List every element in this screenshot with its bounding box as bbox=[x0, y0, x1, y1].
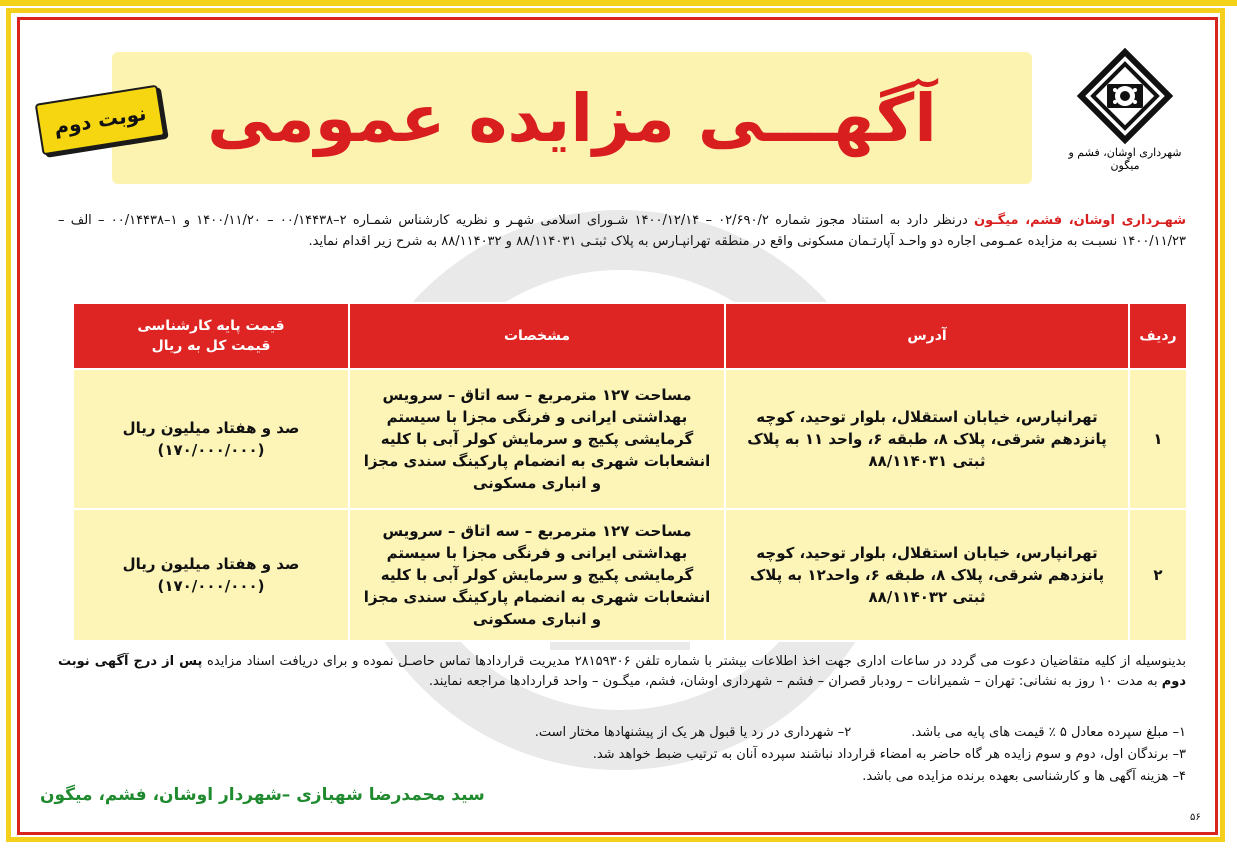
row-specs: مساحت ۱۲۷ مترمربع – سه اتاق – سرویس بهداشتی ایرانی و فرنگی مجزا با سیستم گرمایشی پکیج و سرمایش کولر آبی با کلیه انشعابات شهری به انضمام پارکینگ سندی مجزا و انباری مسکونی bbox=[349, 369, 725, 509]
row-address: تهرانپارس، خیابان استقلال، بلوار توحید، کوچه پانزدهم شرقی، پلاک ۸، طبقه ۶، واحد۱۲ به پلاک ثبتی ۸۸/۱۱۴۰۳۲ bbox=[725, 509, 1129, 641]
row-price bbox=[73, 509, 349, 641]
row-specs: مساحت ۱۲۷ مترمربع – سه اتاق – سرویس بهداشتی ایرانی و فرنگی مجزا با سیستم گرمایشی پکیج و سرمایش کولر آبی با کلیه انشعابات شهری به انضمام پارکینگ سندی مجزا و انباری مسکونی bbox=[349, 509, 725, 641]
table-row bbox=[73, 509, 1187, 641]
header-price-line1: قیمت پایه کارشناسی bbox=[137, 318, 285, 334]
invite-text-1: بدینوسیله از کلیه متقاضیان دعوت می گردد در ساعات اداری جهت اخذ اطلاعات بیشتر با شماره تلفن ۲۸۱۵۹۳۰۶ مدیریت قراردادها تماس حاصـل نموده و برای دریافت اسناد مزایده bbox=[202, 654, 1186, 669]
auction-table bbox=[72, 302, 1188, 642]
municipality-logo bbox=[1055, 48, 1195, 178]
header-specs: مشخصات bbox=[349, 303, 725, 369]
price-number: (۱۷۰/۰۰۰/۰۰۰) bbox=[157, 577, 265, 595]
second-round-badge: نوبت دوم bbox=[35, 85, 166, 156]
notes-line-2 bbox=[300, 744, 1186, 766]
notes-line-1 bbox=[300, 722, 1186, 744]
title-banner bbox=[112, 52, 1032, 184]
table-row bbox=[73, 369, 1187, 509]
row-price bbox=[73, 369, 349, 509]
header-address: آدرس bbox=[725, 303, 1129, 369]
page-number: ۵۶ bbox=[1190, 812, 1201, 823]
note-4: ۴– هزینه آگهی ها و کارشناسی بعهده برنده مزایده می باشد. bbox=[862, 769, 1186, 784]
organization-name: شهـرداری اوشان، فشم، میگـون bbox=[973, 213, 1187, 228]
invitation-paragraph bbox=[58, 652, 1186, 692]
note-1: ۱– مبلغ سپرده معادل ۵ ٪ قیمت های پایه می باشد. bbox=[911, 725, 1186, 740]
header-price-line2: قیمت کل به ریال bbox=[151, 338, 271, 354]
mayor-signature: سید محمدرضا شهبازی –شهردار اوشان، فشم، میگون bbox=[40, 785, 485, 805]
page-title: آگهـــی مزایده عمومی bbox=[207, 79, 937, 157]
top-color-stripe bbox=[0, 0, 1237, 6]
conditions-list bbox=[300, 722, 1186, 788]
header-price bbox=[73, 303, 349, 369]
row-number: ۱ bbox=[1129, 369, 1187, 509]
intro-paragraph bbox=[58, 210, 1186, 252]
invite-bold: پس از درج آگهی نوبت دوم bbox=[58, 654, 1186, 689]
municipality-emblem-icon bbox=[1077, 48, 1173, 144]
price-number: (۱۷۰/۰۰۰/۰۰۰) bbox=[157, 441, 265, 459]
note-2: ۲– شهرداری در رد یا قبول هر یک از پیشنهادها مختار است. bbox=[534, 725, 852, 740]
intro-text: درنظر دارد به استناد مجوز شماره ۰۲/۶۹۰/۲ – ۱۴۰۰/۱۲/۱۴ شـورای اسلامی شهـر و نظریه کارشناس شمـاره ۲–۰۰/۱۴۴۳۸ – ۱۴۰۰/۱۱/۲۰ و ۱–۰۰/۱۴۴۳۸ – الف – ۱۴۰۰/۱۱/۲۳ نسبـت به مزایده عمـومی اجاره دو واحـد آپارتـمان مسکونی واقع در منطقه تهرانپـارس به پلاک ثبتـی ۸۸/۱۱۴۰۳۱ و ۸۸/۱۱۴۰۳۲ به شرح زیر اقدام نماید. bbox=[58, 213, 1186, 249]
invite-text-2: به مدت ۱۰ روز به نشانی: تهران – شمیرانات – رودبار قصران – فشم – شهرداری اوشان، فشم، میگـون – واحد قراردادها مراجعه نمایند. bbox=[428, 674, 1162, 689]
note-3: ۳– برندگان اول، دوم و سوم زایده هر گاه حاضر به امضاء قرارداد نباشند سپرده آنان به ترتیب ضبط خواهد شد. bbox=[592, 747, 1186, 762]
header-row-number: ردیف bbox=[1129, 303, 1187, 369]
row-address: تهرانپارس، خیابان استقلال، بلوار توحید، کوچه پانزدهم شرقی، پلاک ۸، طبقه ۶، واحد ۱۱ به پلاک ثبتی ۸۸/۱۱۴۰۳۱ bbox=[725, 369, 1129, 509]
logo-caption: شهرداری اوشان، فشم و میگون bbox=[1068, 146, 1182, 172]
row-number: ۲ bbox=[1129, 509, 1187, 641]
price-words: صد و هفتاد میلیون ریال bbox=[122, 419, 300, 437]
price-words: صد و هفتاد میلیون ریال bbox=[122, 555, 300, 573]
table-header-row bbox=[73, 303, 1187, 369]
